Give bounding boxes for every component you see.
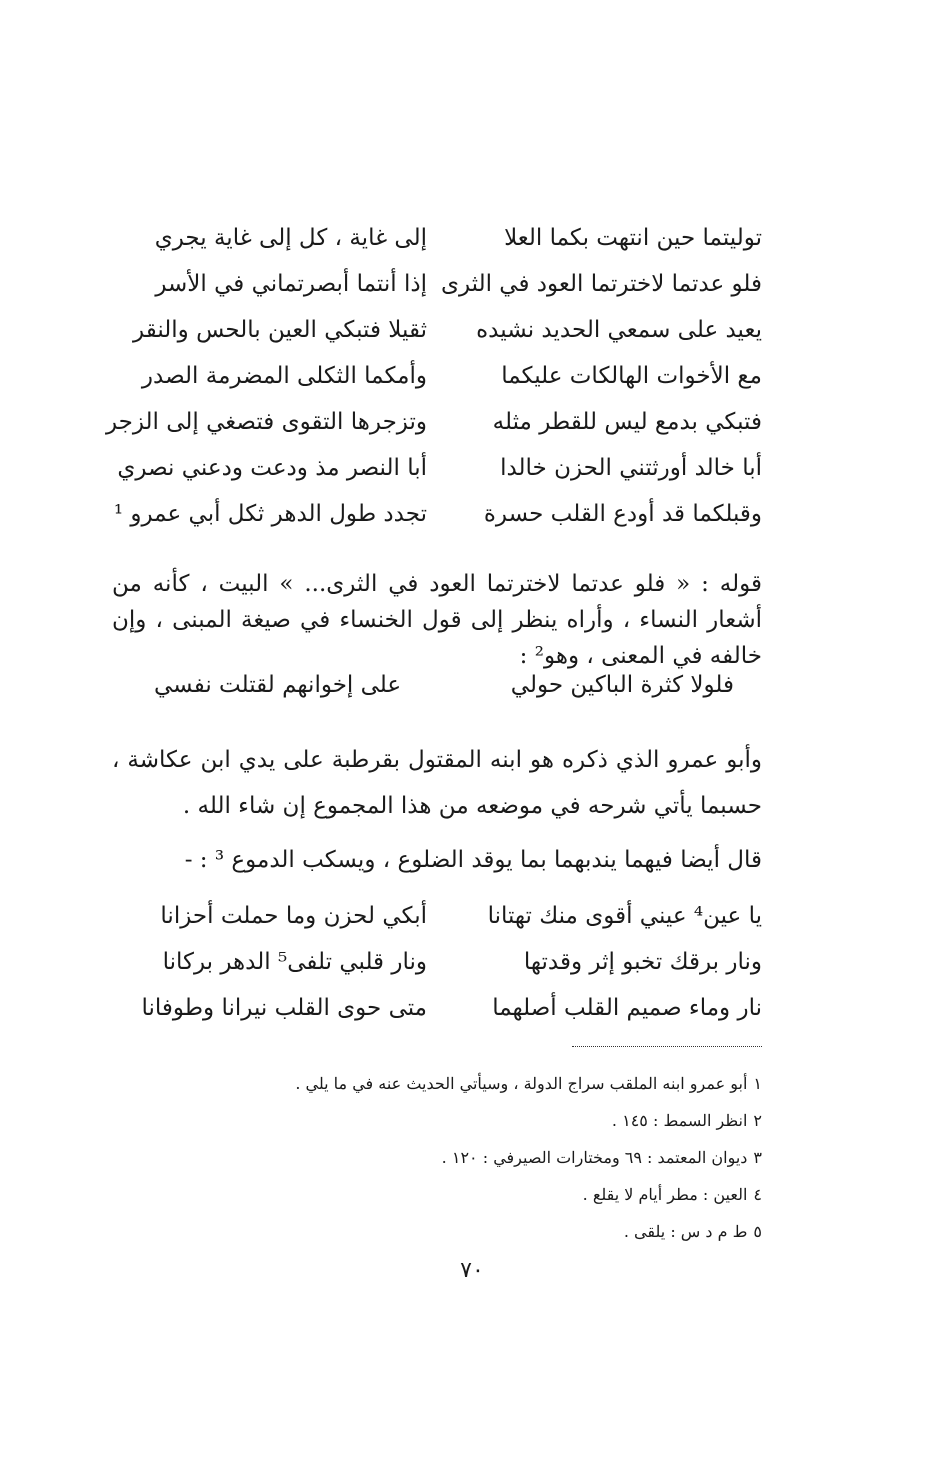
quoted-verse bbox=[154, 663, 734, 707]
footnote bbox=[162, 1176, 762, 1213]
verse-second-hemistich: تجدد طول الدهر ثكل أبي عمرو ¹ bbox=[113, 501, 427, 527]
footnote-text: العين : مطر أيام لا يقلع . bbox=[582, 1185, 748, 1204]
footnotes bbox=[162, 1065, 762, 1250]
quoted-verse-first-hemistich: فلولا كثرة الباكين حولي bbox=[510, 672, 734, 698]
footnote-number: ٢ bbox=[753, 1111, 762, 1130]
footnote-number: ١ bbox=[753, 1074, 762, 1093]
verse-first-hemistich: يا عين⁴ عيني أقوى منك تهتانا bbox=[487, 903, 762, 929]
footnote-text: أبو عمرو ابنه الملقب سراج الدولة ، وسيأتي الحديث عنه في ما يلي . bbox=[295, 1074, 748, 1093]
verse-first-hemistich: يعيد على سمعي الحديد نشيده bbox=[476, 317, 762, 343]
quoted-verse-second-hemistich: على إخوانهم لقتلت نفسي bbox=[154, 672, 402, 698]
verse-row bbox=[112, 261, 762, 307]
verse-row bbox=[112, 985, 762, 1031]
poem-first bbox=[105, 215, 762, 537]
footnote bbox=[162, 1102, 762, 1139]
verse-row bbox=[112, 491, 762, 537]
footnote bbox=[162, 1139, 762, 1176]
commentary-paragraph-abu-amr: وأبو عمرو الذي ذكره هو ابنه المقتول بقرطبة على يدي ابن عكاشة ، حسبما يأتي شرحه في موضعه من هذا المجموع إن شاء الله . bbox=[112, 747, 762, 819]
verse-row bbox=[112, 307, 762, 353]
footnote bbox=[162, 1213, 762, 1250]
footnote-text: انظر السمط : ١٤٥ . bbox=[611, 1111, 748, 1130]
footnote bbox=[162, 1065, 762, 1102]
page-number: ٧٠ bbox=[460, 1258, 484, 1283]
poem-introduction: قال أيضا فيهما يندبهما بما يوقد الضلوع ، ويسكب الدموع ³ : - bbox=[184, 847, 762, 873]
footnote-number: ٥ bbox=[753, 1222, 762, 1241]
verse-second-hemistich: متى حوى القلب نيرانا وطوفانا bbox=[141, 995, 427, 1021]
verse-first-hemistich: ونار برقك تخبو إثر وقدتها bbox=[523, 949, 762, 975]
verse-second-hemistich: ثقيلا فتبكي العين بالحس والنقر bbox=[133, 317, 427, 343]
verse-second-hemistich: إلى غاية ، كل إلى غاية يجري bbox=[154, 225, 427, 251]
verse-second-hemistich: إذا أنتما أبصرتماني في الأسر bbox=[155, 271, 427, 297]
verse-second-hemistich: وأمكما الثكلى المضرمة الصدر bbox=[141, 363, 427, 389]
footnote-divider bbox=[572, 1046, 762, 1047]
commentary-paragraph: قوله : « فلو عدتما لاخترتما العود في الثرى... » البيت ، كأنه من أشعار النساء ، وأراه ينظر إلى قول الخنساء في صيغة المبنى ، وإن خالفه في المعنى ، وهو² : bbox=[112, 571, 762, 669]
verse-second-hemistich: ونار قلبي تلفى⁵ الدهر بركانا bbox=[162, 949, 427, 975]
verse-first-hemistich: وقبلكما قد أودع القلب حسرة bbox=[483, 501, 762, 527]
verse-row bbox=[112, 939, 762, 985]
footnote-text: ديوان المعتمد : ٦٩ ومختارات الصيرفي : ١٢٠ . bbox=[441, 1148, 748, 1167]
verse-second-hemistich: أبا النصر مذ ودعت ودعني نصري bbox=[117, 455, 427, 481]
verse-first-hemistich: فلو عدتما لاخترتما العود في الثرى bbox=[440, 271, 762, 297]
poem-second bbox=[112, 893, 762, 1031]
verse-row bbox=[112, 353, 762, 399]
verse-first-hemistich: مع الأخوات الهالكات عليكما bbox=[501, 363, 762, 389]
footnote-text: ط م د س : يلقى . bbox=[623, 1222, 748, 1241]
verse-row bbox=[112, 893, 762, 939]
verse-first-hemistich: نار وماء صميم القلب أصلهما bbox=[492, 995, 762, 1021]
verse-first-hemistich: أبا خالد أورثتني الحزن خالدا bbox=[500, 455, 762, 481]
verse-row bbox=[112, 215, 762, 261]
verse-row bbox=[105, 399, 762, 445]
verse-first-hemistich: توليتما حين انتهت بكما العلا bbox=[504, 225, 762, 251]
verse-second-hemistich: وتزجرها التقوى فتصغي إلى الزجر bbox=[105, 409, 427, 435]
verse-second-hemistich: أبكي لحزن وما حملت أحزانا bbox=[160, 903, 427, 929]
verse-first-hemistich: فتبكي بدمع ليس للقطر مثله bbox=[492, 409, 762, 435]
footnote-number: ٤ bbox=[753, 1185, 762, 1204]
verse-row bbox=[112, 445, 762, 491]
footnote-number: ٣ bbox=[753, 1148, 762, 1167]
